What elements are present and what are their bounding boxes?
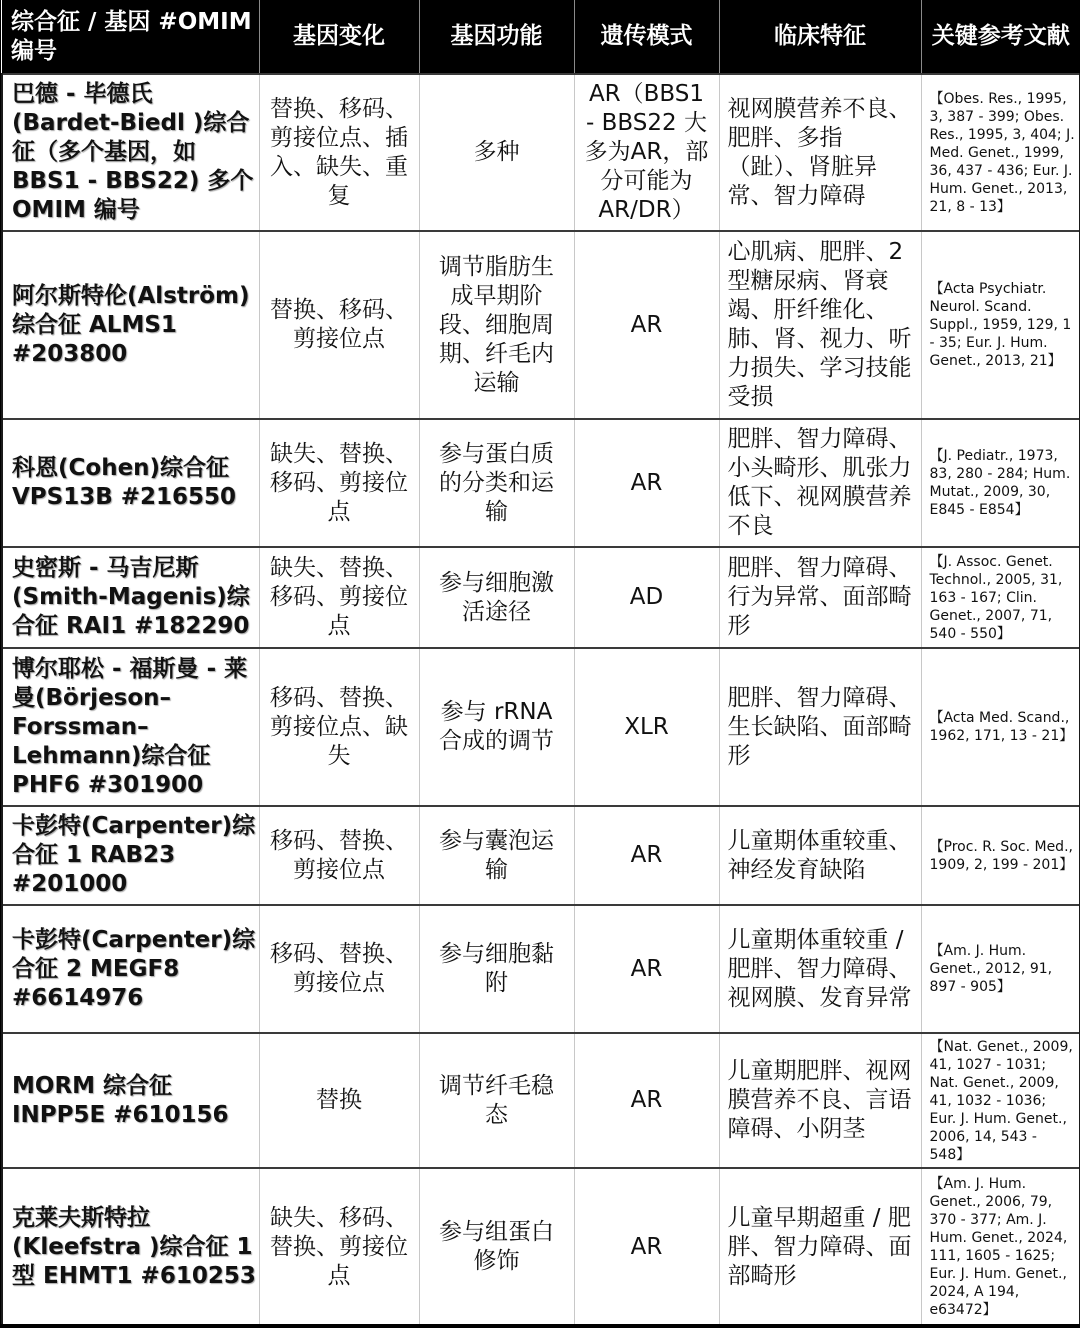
header-syndrome-gene: 综合征 / 基因 #OMIM 编号 (2, 0, 259, 74)
cell-references: 【Nat. Genet., 2009, 41, 1027 - 1031; Nat. Genet., 2009, 41, 1032 - 1036; Eur. J. Hum. Genet., 2006, 14, 543 - 548】 (921, 1033, 1080, 1168)
obesity-syndrome-table (1, 0, 1080, 1325)
cell-references: 【J. Pediatr., 1973, 83, 280 - 284; Hum. Mutat., 2009, 30, E845 - E854】 (921, 419, 1080, 547)
cell-function: 参与组蛋白修饰 (419, 1168, 574, 1325)
cell-inheritance: AR (574, 905, 719, 1033)
cell-clinical: 儿童期体重较重 / 肥胖、智力障碍、视网膜、发育异常 (719, 905, 921, 1033)
cell-inheritance: AR (574, 231, 719, 419)
cell-clinical: 肥胖、智力障碍、生长缺陷、面部畸形 (719, 648, 921, 806)
cell-inheritance: AR (574, 1168, 719, 1325)
cell-mutation: 替换、移码、剪接位点 (259, 231, 419, 419)
cell-syndrome: 阿尔斯特伦(Alström) 综合征 ALMS1 #203800 (2, 231, 259, 419)
table-header (2, 0, 1080, 74)
cell-clinical: 儿童期体重较重、神经发育缺陷 (719, 806, 921, 905)
table-row (2, 547, 1080, 648)
table-row (2, 905, 1080, 1033)
cell-function: 多种 (419, 74, 574, 231)
cell-references: 【J. Assoc. Genet. Technol., 2005, 31, 163 - 167; Clin. Genet., 2007, 71, 540 - 550】 (921, 547, 1080, 648)
table-row (2, 806, 1080, 905)
cell-syndrome: 巴德 - 毕德氏 (Bardet-Biedl )综合征（多个基因，如 BBS1 - BBS22) 多个 OMIM 编号 (2, 74, 259, 231)
cell-clinical: 肥胖、智力障碍、行为异常、面部畸形 (719, 547, 921, 648)
cell-inheritance: AD (574, 547, 719, 648)
table-row (2, 1168, 1080, 1325)
cell-mutation: 移码、替换、剪接位点 (259, 905, 419, 1033)
cell-mutation: 替换、移码、剪接位点、插入、缺失、重复 (259, 74, 419, 231)
cell-syndrome: 博尔耶松 - 福斯曼 - 莱曼(Börjeson–Forssman–Lehmann)综合征 PHF6 #301900 (2, 648, 259, 806)
cell-mutation: 替换 (259, 1033, 419, 1168)
cell-mutation: 移码、替换、剪接位点 (259, 806, 419, 905)
cell-references: 【Am. J. Hum. Genet., 2006, 79, 370 - 377; Am. J. Hum. Genet., 2024, 111, 1605 - 1625; Eur. J. Hum. Genet., 2024, A 194, e63472】 (921, 1168, 1080, 1325)
header-clinical-features: 临床特征 (719, 0, 921, 74)
cell-references: 【Proc. R. Soc. Med., 1909, 2, 199 - 201】 (921, 806, 1080, 905)
table-body (2, 74, 1080, 1325)
cell-inheritance: AR (574, 1033, 719, 1168)
cell-syndrome: 卡彭特(Carpenter)综合征 1 RAB23 #201000 (2, 806, 259, 905)
cell-references: 【Acta Med. Scand., 1962, 171, 13 - 21】 (921, 648, 1080, 806)
cell-references: 【Acta Psychiatr. Neurol. Scand. Suppl., 1959, 129, 1 - 35; Eur. J. Hum. Genet., 2013, 21】 (921, 231, 1080, 419)
cell-mutation: 缺失、替换、移码、剪接位点 (259, 419, 419, 547)
header-inheritance: 遗传模式 (574, 0, 719, 74)
table-bottom-border (0, 1324, 1080, 1328)
cell-syndrome: 卡彭特(Carpenter)综合征 2 MEGF8 #6614976 (2, 905, 259, 1033)
cell-syndrome: 克莱夫斯特拉 (Kleefstra )综合征 1 型 EHMT1 #610253 (2, 1168, 259, 1325)
cell-function: 调节脂肪生成早期阶段、细胞周期、纤毛内运输 (419, 231, 574, 419)
cell-syndrome: 科恩(Cohen)综合征 VPS13B #216550 (2, 419, 259, 547)
cell-inheritance: AR (574, 806, 719, 905)
cell-function: 参与 rRNA 合成的调节 (419, 648, 574, 806)
cell-clinical: 儿童期肥胖、视网膜营养不良、言语障碍、小阴茎 (719, 1033, 921, 1168)
header-gene-function: 基因功能 (419, 0, 574, 74)
cell-clinical: 儿童早期超重 / 肥胖、智力障碍、面部畸形 (719, 1168, 921, 1325)
cell-syndrome: 史密斯 - 马吉尼斯 (Smith-Magenis)综合征 RAI1 #182290 (2, 547, 259, 648)
cell-inheritance: AR (574, 419, 719, 547)
cell-function: 参与蛋白质的分类和运输 (419, 419, 574, 547)
cell-references: 【Am. J. Hum. Genet., 2012, 91, 897 - 905】 (921, 905, 1080, 1033)
cell-inheritance: AR（BBS1 - BBS22 大多为AR，部分可能为AR/DR） (574, 74, 719, 231)
table-row (2, 648, 1080, 806)
cell-syndrome: MORM 综合征 INPP5E #610156 (2, 1033, 259, 1168)
header-row (2, 0, 1080, 74)
cell-references: 【Obes. Res., 1995, 3, 387 - 399; Obes. Res., 1995, 3, 404; J. Med. Genet., 1999, 36, 437 - 436; Eur. J. Hum. Genet., 2013, 21, 8 - 13】 (921, 74, 1080, 231)
cell-mutation: 缺失、替换、移码、剪接位点 (259, 547, 419, 648)
cell-clinical: 心肌病、肥胖、2 型糖尿病、肾衰竭、肝纤维化、肺、肾、视力、听力损失、学习技能受损 (719, 231, 921, 419)
table-row (2, 419, 1080, 547)
table-row (2, 1033, 1080, 1168)
table-row (2, 74, 1080, 231)
cell-clinical: 视网膜营养不良、肥胖、多指（趾）、肾脏异常、智力障碍 (719, 74, 921, 231)
cell-inheritance: XLR (574, 648, 719, 806)
header-mutation: 基因变化 (259, 0, 419, 74)
cell-mutation: 缺失、移码、替换、剪接位点 (259, 1168, 419, 1325)
cell-function: 调节纤毛稳态 (419, 1033, 574, 1168)
cell-clinical: 肥胖、智力障碍、小头畸形、肌张力低下、视网膜营养不良 (719, 419, 921, 547)
table-row (2, 231, 1080, 419)
cell-function: 参与细胞激活途径 (419, 547, 574, 648)
cell-function: 参与囊泡运输 (419, 806, 574, 905)
header-references: 关键参考文献 (921, 0, 1080, 74)
cell-function: 参与细胞黏附 (419, 905, 574, 1033)
cell-mutation: 移码、替换、剪接位点、缺失 (259, 648, 419, 806)
